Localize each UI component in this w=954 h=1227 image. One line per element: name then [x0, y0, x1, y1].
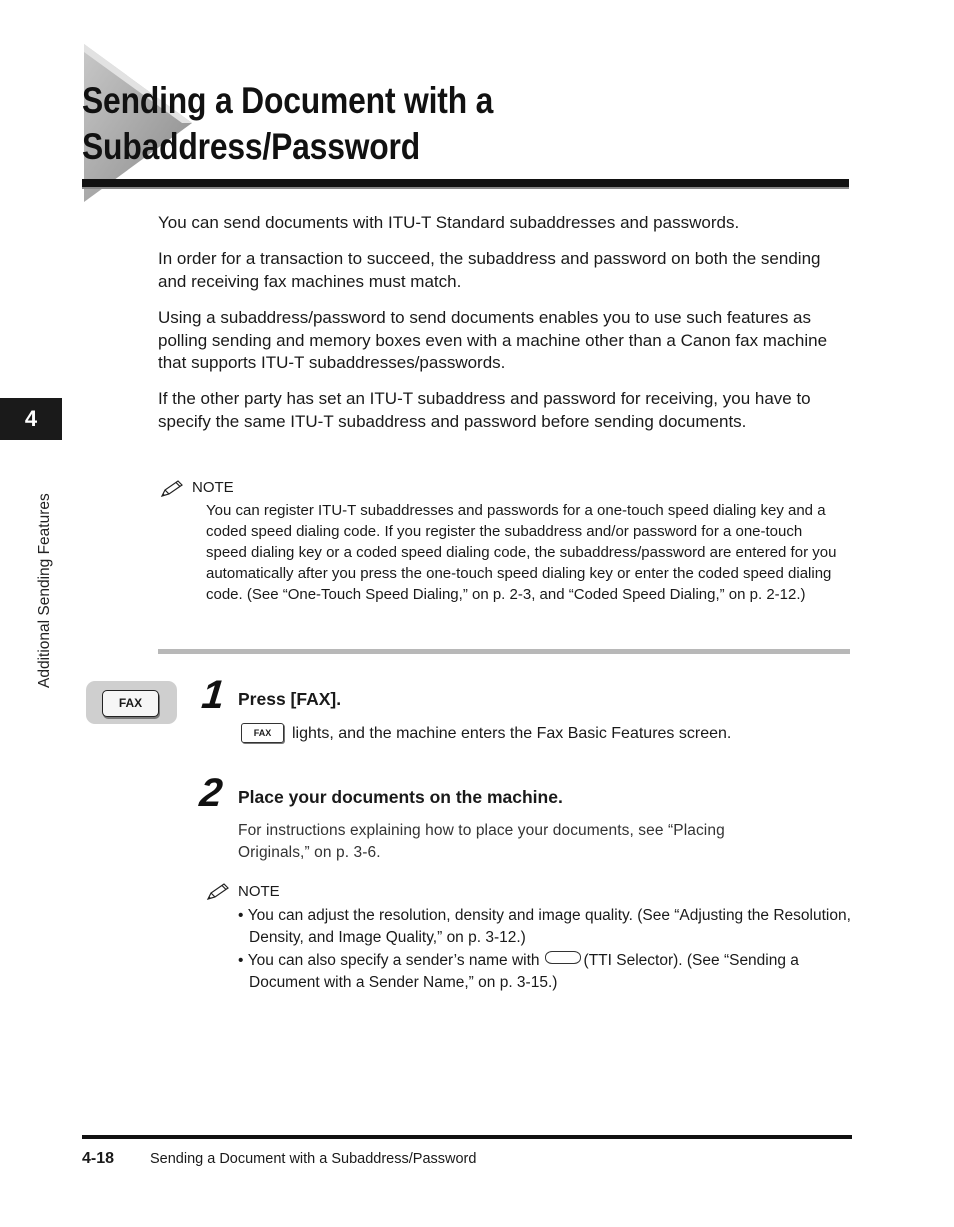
- page-title: [82, 78, 736, 170]
- page-title-line1: Sending a Document with a: [82, 80, 494, 121]
- note-bullet-2: • You can also specify a sender’s name with (TTI Selector). (See “Sending a Document with a Sender Name,” on p. 3-15.): [238, 952, 799, 991]
- page-number: 4-18: [82, 1150, 115, 1167]
- step-2-title: Place your documents on the machine.: [238, 787, 563, 807]
- section-divider: [158, 649, 850, 654]
- note-text: You can register ITU-T subaddresses and passwords for a one-touch speed dialing key and a coded speed dialing code. If you register the subaddress and/or password for a one-touch speed dialing key or a coded speed dialing code, the subaddress/password are entered for you automatically after you press the one-touch speed dialing key or enter the coded speed dialing code. (See “One-Touch Speed Dialing,” on p. 2-3, and “Coded Speed Dialing,” on p. 2-12.): [206, 502, 837, 603]
- chapter-side-label: Additional Sending Features: [36, 493, 53, 688]
- fax-key-icon: FAX: [102, 690, 159, 717]
- fax-key-inline-icon: FAX: [241, 723, 284, 743]
- title-rule: [82, 179, 849, 187]
- step-1-text: lights, and the machine enters the Fax Basic Features screen.: [292, 725, 732, 742]
- note-bullet-2-text-after: (TTI Selector). (See “Sending a Document with a Sender Name,” on p. 3-15.): [249, 952, 799, 991]
- step-1-title: Press [FAX].: [238, 689, 342, 709]
- note-label: NOTE: [192, 479, 234, 496]
- intro-paragraph-2: In order for a transaction to succeed, the subaddress and password on both the sending and receiving fax machines must match.: [158, 249, 821, 291]
- footer-rule: [82, 1135, 852, 1139]
- note-bullet-1: • You can adjust the resolution, density and image quality. (See “Adjusting the Resolution, Density, and Image Quality,” on p. 3-12.): [238, 907, 851, 946]
- pencil-icon: [205, 882, 231, 902]
- tti-selector-key-icon: [545, 951, 581, 964]
- step-2-text: For instructions explaining how to place your documents, see “Placing Originals,” on p. 3-6.: [238, 822, 725, 861]
- note-bullet-2-text-before: You can also specify a sender’s name with: [247, 952, 540, 969]
- intro-paragraph-1: You can send documents with ITU-T Standard subaddresses and passwords.: [158, 213, 740, 232]
- note-label: NOTE: [238, 883, 280, 900]
- step-2-number: 2: [197, 771, 225, 815]
- step-1-number: 1: [199, 673, 227, 717]
- footer-title: Sending a Document with a Subaddress/Password: [150, 1151, 477, 1167]
- pencil-icon: [159, 479, 185, 499]
- note-bullet-1-text: You can adjust the resolution, density and image quality. (See “Adjusting the Resolution, Density, and Image Quality,” on p. 3-12.): [247, 907, 851, 946]
- title-rule-shadow: [82, 187, 849, 189]
- page-title-line2: Subaddress/Password: [82, 126, 421, 167]
- chapter-number: 4: [24, 406, 38, 431]
- intro-paragraph-4: If the other party has set an ITU-T subaddress and password for receiving, you have to specify the same ITU-T subaddress and password before sending documents.: [158, 389, 811, 431]
- intro-paragraph-3: Using a subaddress/password to send documents enables you to use such features as polling sending and memory boxes even with a machine other than a Canon fax machine that supports ITU-T subaddresses/passwords.: [158, 308, 828, 372]
